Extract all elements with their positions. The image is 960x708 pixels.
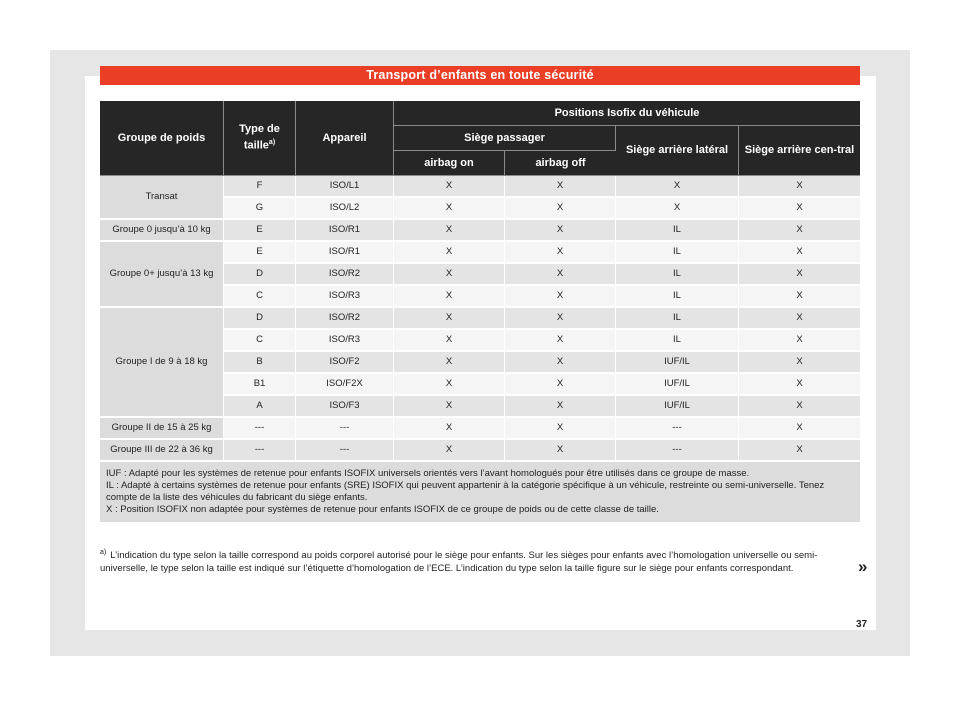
cell-off: X (505, 176, 616, 198)
table-row (100, 176, 860, 198)
cell-lateral: IL (616, 264, 739, 286)
footnote-marker: a) (268, 139, 276, 147)
legend-line: X : Position ISOFIX non adaptée pour systèmes de retenue pour enfants ISOFIX de ce groupe de poids ou de cette classe de taille. (106, 504, 659, 515)
cell-device: ISO/F3 (296, 396, 394, 418)
header-isofix-positions: Positions Isofix du véhicule (394, 101, 860, 126)
isofix-table-wrapper (100, 101, 860, 524)
table-row (100, 308, 860, 330)
cell-device: ISO/L1 (296, 176, 394, 198)
cell-lateral: X (616, 176, 739, 198)
cell-lateral: IUF/IL (616, 374, 739, 396)
cell-size: C (224, 286, 296, 308)
footnote-text: L’indication du type selon la taille correspond au poids corporel autorisé pour le siège pour enfants. Sur les sièges pour enfants avec l’homologation universelle ou semi-universelle, le type selon la taille est indiqué sur l’étiquette d’homologation de l’ECE. L’indication du type selon la taille figure sur le siège pour enfants correspondant. (100, 550, 818, 574)
cell-lateral: X (616, 198, 739, 220)
cell-off: X (505, 286, 616, 308)
group-cell: Groupe III de 22 à 36 kg (100, 440, 224, 462)
cell-off: X (505, 330, 616, 352)
cell-size: A (224, 396, 296, 418)
cell-device: ISO/R2 (296, 264, 394, 286)
cell-device: --- (296, 418, 394, 440)
table-row (100, 440, 860, 462)
cell-device: ISO/R2 (296, 308, 394, 330)
cell-on: X (394, 242, 505, 264)
cell-off: X (505, 374, 616, 396)
cell-size: C (224, 330, 296, 352)
header-group: Groupe de poids (100, 101, 224, 176)
group-cell: Groupe I de 9 à 18 kg (100, 308, 224, 418)
isofix-table (100, 101, 860, 524)
cell-on: X (394, 440, 505, 462)
cell-size: B1 (224, 374, 296, 396)
cell-central: X (739, 352, 860, 374)
cell-central: X (739, 418, 860, 440)
header-rear-lateral: Siège arrière latéral (616, 126, 739, 176)
cell-lateral: IUF/IL (616, 396, 739, 418)
cell-central: X (739, 264, 860, 286)
continue-arrow-icon: » (858, 557, 868, 576)
header-passenger-seat: Siège passager (394, 126, 616, 151)
cell-size: D (224, 308, 296, 330)
cell-central: X (739, 440, 860, 462)
cell-device: --- (296, 440, 394, 462)
cell-on: X (394, 176, 505, 198)
cell-off: X (505, 220, 616, 242)
cell-on: X (394, 264, 505, 286)
cell-lateral: IL (616, 242, 739, 264)
cell-central: X (739, 220, 860, 242)
cell-on: X (394, 220, 505, 242)
cell-central: X (739, 176, 860, 198)
section-title: Transport d’enfants en toute sécurité (100, 66, 860, 85)
page-number: 37 (856, 619, 868, 630)
cell-off: X (505, 308, 616, 330)
cell-off: X (505, 198, 616, 220)
cell-on: X (394, 352, 505, 374)
group-cell: Transat (100, 176, 224, 220)
cell-device: ISO/F2 (296, 352, 394, 374)
cell-lateral: IL (616, 220, 739, 242)
cell-lateral: IL (616, 308, 739, 330)
cell-device: ISO/F2X (296, 374, 394, 396)
header-size-type: Type de taille$^{a)}$ (224, 101, 296, 176)
table-row (100, 220, 860, 242)
cell-on: X (394, 286, 505, 308)
cell-device: ISO/R3 (296, 330, 394, 352)
cell-lateral: --- (616, 418, 739, 440)
group-cell: Groupe 0+ jusqu’à 13 kg (100, 242, 224, 308)
cell-central: X (739, 242, 860, 264)
cell-off: X (505, 396, 616, 418)
cell-off: X (505, 352, 616, 374)
footnote (100, 547, 860, 575)
header-appliance: Appareil (296, 101, 394, 176)
legend-row (100, 462, 860, 524)
cell-on: X (394, 374, 505, 396)
cell-size: --- (224, 440, 296, 462)
header-airbag-on: airbag on (394, 151, 505, 176)
cell-on: X (394, 198, 505, 220)
cell-device: ISO/R1 (296, 220, 394, 242)
cell-lateral: --- (616, 440, 739, 462)
cell-lateral: IL (616, 330, 739, 352)
cell-size: D (224, 264, 296, 286)
cell-device: ISO/L2 (296, 198, 394, 220)
cell-size: B (224, 352, 296, 374)
cell-size: G (224, 198, 296, 220)
cell-on: X (394, 330, 505, 352)
cell-on: X (394, 308, 505, 330)
cell-size: E (224, 220, 296, 242)
legend-line: IL : Adapté à certains systèmes de retenue pour enfants (SRE) ISOFIX qui peuvent appartenir à la catégorie spécifique à un véhicule, restreinte ou semi-universelle. Tenez compte de la liste des véhicules du fabricant du siège enfants. (106, 480, 825, 503)
footnote-marker: a) (100, 549, 107, 556)
cell-size: E (224, 242, 296, 264)
cell-lateral: IUF/IL (616, 352, 739, 374)
header-rear-central: Siège arrière cen-tral (739, 126, 860, 176)
cell-central: X (739, 374, 860, 396)
cell-on: X (394, 418, 505, 440)
cell-off: X (505, 264, 616, 286)
group-cell: Groupe II de 15 à 25 kg (100, 418, 224, 440)
cell-central: X (739, 308, 860, 330)
table-body (100, 176, 860, 524)
cell-device: ISO/R1 (296, 242, 394, 264)
cell-off: X (505, 242, 616, 264)
cell-off: X (505, 440, 616, 462)
table-row (100, 242, 860, 264)
cell-central: X (739, 198, 860, 220)
cell-lateral: IL (616, 286, 739, 308)
header-airbag-off: airbag off (505, 151, 616, 176)
cell-off: X (505, 418, 616, 440)
cell-size: --- (224, 418, 296, 440)
cell-on: X (394, 396, 505, 418)
legend-line: IUF : Adapté pour les systèmes de retenue pour enfants ISOFIX universels orientés vers l’avant homologués pour être utilisés dans ce groupe de masse. (106, 468, 750, 479)
cell-size: F (224, 176, 296, 198)
group-cell: Groupe 0 jusqu’à 10 kg (100, 220, 224, 242)
legend-cell (100, 462, 860, 524)
table-row (100, 418, 860, 440)
cell-central: X (739, 396, 860, 418)
cell-central: X (739, 286, 860, 308)
cell-central: X (739, 330, 860, 352)
cell-device: ISO/R3 (296, 286, 394, 308)
